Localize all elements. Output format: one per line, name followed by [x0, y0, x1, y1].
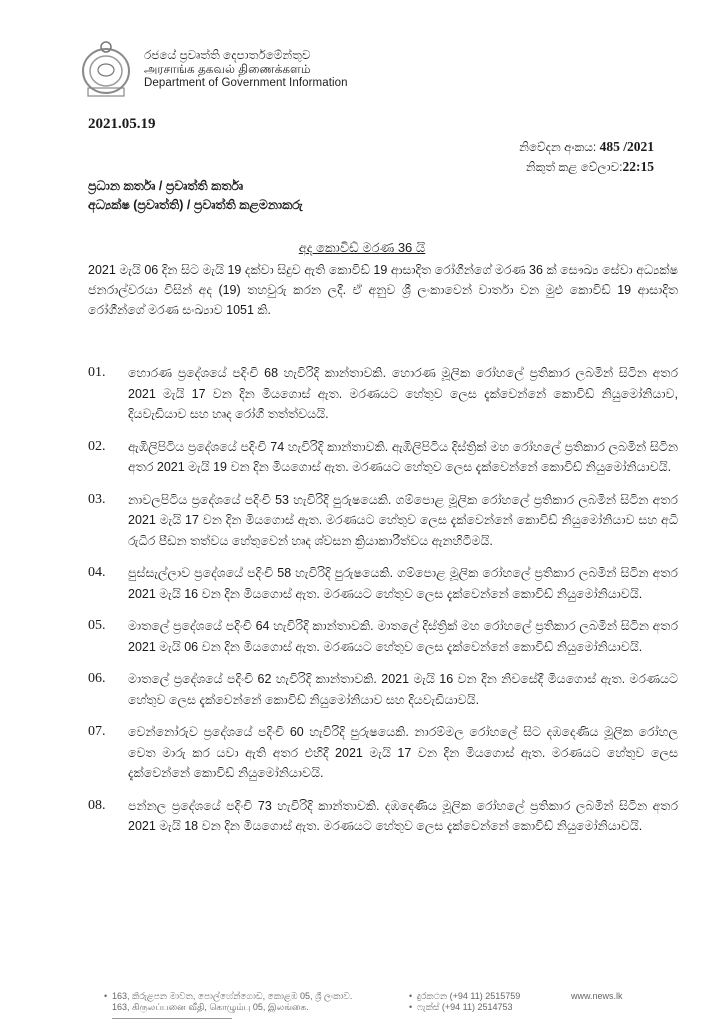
item-text: ඇඹිලිපිටිය ප්‍රදේශයේ පදිංචි 74 හැවිරිදි කාන්තාවකි. ඇඹිලිපිටිය දිස්ත්‍රික් මහ රෝහලේ ප්‍රතිකාර ලබමින් සිටින අතර 2021 මැයි 19 වන දින මියගොස් ඇත. මරණයට හේතුව ලෙස දැක්වෙන්නේ කොවිඩ් නියුමෝනියාවයි. — [128, 439, 678, 474]
website-link[interactable]: www.news.lk — [571, 991, 623, 1001]
item-number: 04. — [88, 565, 106, 580]
reference-block — [519, 137, 654, 177]
item-number: 01. — [88, 365, 106, 380]
list-item — [88, 490, 678, 552]
list-item — [88, 722, 678, 784]
item-text: පන්නල ප්‍රදේශයේ පදිංචි 73 හැවිරිදි කාන්තාවකි. දඹදෙණිය මූලික රෝහලේ ප්‍රතිකාර ලබමින් සිටින අතර 2021 මැයි 18 වන දින මියගොස් ඇත. මරණයට හේතුව ලෙස දැක්වෙන්නේ කොවිඩ් නියුමෝනියාවයි. — [128, 798, 678, 833]
intro-paragraph: 2021 මැයි 06 දින සිට මැයි 19 දක්වා සිදුව ඇති කොවිඩ් 19 ආසාදිත රෝගීන්ගේ මරණ 36 ක් සෞඛ්‍ය සේවා අධ්‍යක්ෂ ජනරාල්වරයා විසින් අද (19) තහවුරු කරන ලදී. ඒ අනුව ශ්‍රී ලංකාවෙන් වාර්තා වන මුළු කොවිඩ් 19 ආසාදිත රෝගීන්ගේ මරණ සංඛ්‍යාව 1051 කි. — [88, 263, 678, 317]
government-emblem-icon — [80, 40, 132, 98]
item-number: 08. — [88, 797, 106, 813]
address-tamil: 163, கிருலப்பனை வீதி, கொழும்பு 05, இலங்கை. — [112, 1002, 309, 1012]
department-name-tamil: அரசாங்க தகவல் திணைக்களம் — [144, 62, 311, 76]
list-item — [88, 796, 678, 837]
item-number: 05. — [88, 618, 106, 633]
item-number: 06. — [88, 671, 106, 686]
list-item — [88, 363, 678, 425]
list-item — [88, 437, 678, 478]
recipient-line: අධ්‍යක්ෂ (ප්‍රවෘත්ති) / ප්‍රවෘත්ති කළමනාකරු — [88, 198, 303, 212]
item-text: නාවලපිටිය ප්‍රදේශයේ පදිංචි 53 හැවිරිදි පුරුෂයෙකි. ගම්පොළ මූලික රෝහලේ ප්‍රතිකාර ලබමින් සිටින අතර 2021 මැයි 17 වන දින මියගොස් ඇත. මරණයට හේතුව ලෙස දැක්වෙන්නේ කොවිඩ් නියුමෝනියාව සහ අධි රුධිර පීඩන තත්වය හේතුවෙන් හෘද ශ්වසන ක්‍රියාකාරීත්වය ඇනහිටීමයි. — [128, 492, 678, 548]
item-text: හොරණ ප්‍රදේශයේ පදිංචි 68 හැවිරිදි කාන්තාවකි. හොරණ මූලික රෝහලේ ප්‍රතිකාර ලබමින් සිටින අතර 2021 මැයි 17 වන දින මියගොස් ඇත. මරණයට හේතුව ලෙස දැක්වෙන්නේ කොවිඩ් නියුමෝනියාව, දියවැඩියාව සහ හෘද රෝගී තත්ත්වයයි. — [128, 366, 678, 421]
item-number: 02. — [88, 438, 106, 454]
release-time: 22:15 — [622, 159, 654, 174]
department-name-sinhala: රජයේ ප්‍රවෘත්ති දෙපාර්තමේන්තුව — [144, 48, 311, 62]
list-item — [88, 563, 678, 604]
release-date: 2021.05.19 — [88, 116, 156, 132]
fax-label: ෆැක්ස් — [417, 1002, 440, 1012]
release-time-label: නිකුත් කළ වේලාව: — [525, 160, 623, 174]
item-text: වෙන්නෝරුව ප්‍රදේශයේ පදිංචි 60 හැවිරිදි පුරුෂයෙකි. නාරම්මල රෝහලේ සිට දඹදෙණිය මූලික රෝහල වෙත මාරු කර යවා ඇති අතර එහිදී 2021 මැයි 17 වන දින මියගොස් ඇත. මරණයට හේතුව ලෙස දැක්වෙන්නේ කොවිඩ් නියුමෝනියාවයි. — [128, 725, 678, 780]
fax-number: (+94 11) 2514753 — [441, 1002, 513, 1012]
item-number: 03. — [88, 491, 106, 507]
bullet-icon: • — [409, 1002, 413, 1012]
release-number-label: නිවේදන අංකය: — [519, 140, 597, 154]
item-text: මාතලේ ප්‍රදේශයේ පදිංචි 62 හැවිරිදි කාන්තාවකි. 2021 මැයි 16 වන දින නිවසේදී මියගොස් ඇත. මරණයට හේතුව ලෙස දැක්වෙන්නේ කොවිඩ් නියුමෝනියාව සහ දියවැඩියාවයි. — [128, 672, 678, 707]
footer-contact — [409, 991, 520, 1013]
footer-rule — [112, 1018, 232, 1019]
release-number: 485 /2021 — [599, 139, 654, 154]
press-release-heading: අද කොවිඩ් මරණ 36 යි — [298, 240, 426, 255]
item-text: පුස්සැල්ලාව ප්‍රදේශයේ පදිංචි 58 හැවිරිදි පුරුෂයෙකි. ගම්පොළ මූලික රෝහලේ ප්‍රතිකාර ලබමින් සිටින අතර 2021 මැයි 16 වන දින මියගොස් ඇත. මරණයට හේතුව ලෙස දැක්වෙන්නේ කොවිඩ් නියුමෝනියාවයි. — [128, 566, 678, 601]
recipient-line: ප්‍රධාන කර්තෘ / ප්‍රවෘත්ති කර්තෘ — [88, 179, 244, 193]
item-number: 07. — [88, 724, 106, 739]
phone-label: දුරකථන — [417, 991, 448, 1001]
footer-address — [104, 991, 352, 1013]
address-sinhala: 163, කිරුළපන මාවත, පොල්හේන්ගොඩ, කොළඹ 05, ශ්‍රී ලංකාව. — [112, 991, 353, 1001]
recipients — [88, 177, 303, 215]
death-list — [88, 363, 678, 849]
item-text: මාතලේ ප්‍රදේශයේ පදිංචි 64 හැවිරිදි කාන්තාවකි. මාතලේ දිස්ත්‍රික් මහ රෝහලේ ප්‍රතිකාර ලබමින් සිටින අතර 2021 මැයි 06 වන දින මියගොස් ඇත. මරණයට හේතුව ලෙස දැක්වෙන්නේ කොවිඩ් නියුමෝනියාවයි. — [128, 619, 678, 654]
letterhead — [80, 40, 348, 98]
list-item — [88, 616, 678, 657]
bullet-icon: • — [409, 991, 413, 1001]
phone-number: (+94 11) 2515759 — [449, 991, 521, 1001]
list-item — [88, 669, 678, 710]
department-name-english: Department of Government Information — [144, 77, 348, 89]
bullet-icon: • — [104, 991, 108, 1001]
